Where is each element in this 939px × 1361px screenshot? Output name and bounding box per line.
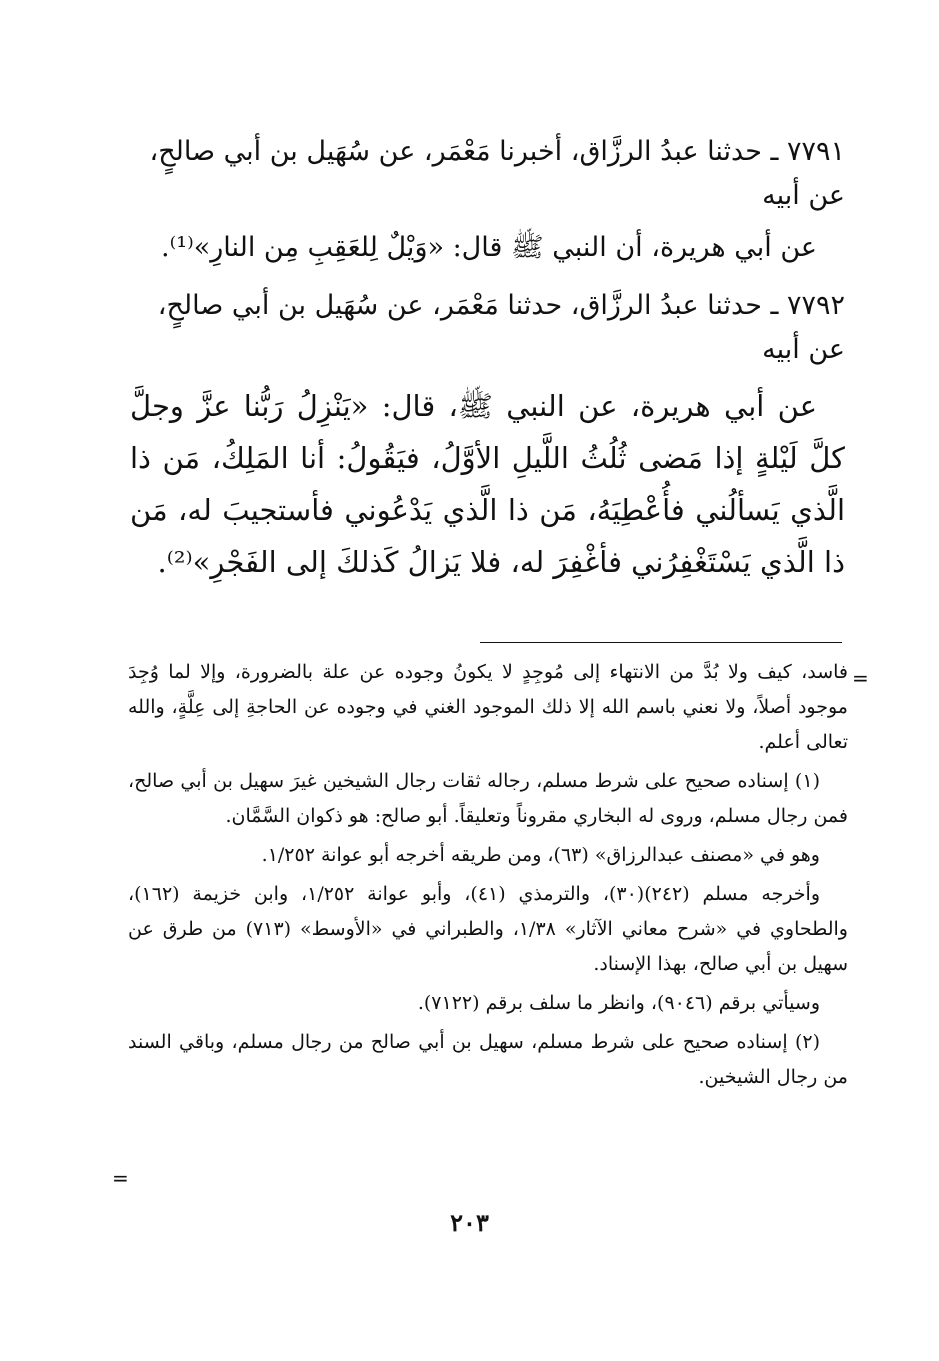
hadith-matn: عن أبي هريرة، أن النبي ﷺ قال: «وَيْلٌ لِلعَقِبِ مِن النارِ»⁽¹⁾. <box>161 232 817 263</box>
hadith-7791 <box>130 130 845 270</box>
hadith-7792 <box>130 284 845 588</box>
hadith-chain: ٧٧٩١ ـ حدثنا عبدُ الرزَّاق، أخبرنا مَعْمَر، عن سُهَيل بن أبي صالحٍ، <box>149 136 845 167</box>
footnote-continuation: فاسد، كيف ولا بُدَّ من الانتهاء إلى مُوجِدٍ لا يكونُ وجوده عن علة بالضرورة، وإلا لما وُجِدَ موجود أصلاً، ولا نعني باسم الله إلا ذلك الموجود الغني في وجوده عن الحاجةِ إلى عِلَّةٍ، والله تعالى أعلم. <box>128 661 848 753</box>
footnote-separator <box>480 642 842 643</box>
hadith-chain: ٧٧٩٢ ـ حدثنا عبدُ الرزَّاق، حدثنا مَعْمَر، عن سُهَيل بن أبي صالحٍ، <box>157 290 845 321</box>
footnote-continuation-mark: = <box>852 666 869 690</box>
footnote-end-mark: = <box>112 1166 129 1190</box>
footnote-1-takhrij: وأخرجه مسلم (٢٤٢)(٣٠)، والترمذي (٤١)، وأبو عوانة ١/٢٥٢، وابن خزيمة (١٦٢)، والطحاوي في «شرح معاني الآثار» ١/٣٨، والطبراني في «الأوسط» (٧١٣) من طرق عن سهيل بن أبي صالح، بهذا الإسناد. <box>128 883 848 975</box>
hadith-chain-tail: عن أبيه <box>762 334 845 365</box>
hadith-matn: عن أبي هريرة، عن النبي ﷺ، قال: «يَنْزِلُ رَبُّنا عزَّ وجلَّ كلَّ لَيْلةٍ إذا مَضى ثُلُثُ اللَّيلِ الأوَّلُ، فيَقُولُ: أنا المَلِكُ، مَن ذا الَّذي يَسألُني فأُعْطِيَهُ، مَن ذا الَّذي يَدْعُوني فأستجيبَ له، مَن ذا الَّذي يَسْتَغْفِرُني فأغْفِرَ له، فلا يَزالُ كَذلكَ إلى الفَجْرِ»⁽²⁾. <box>130 389 845 579</box>
footnote-1-source: وهو في «مصنف عبدالرزاق» (٦٣)، ومن طريقه أخرجه أبو عوانة ١/٢٥٢. <box>261 844 820 866</box>
hadith-chain-tail: عن أبيه <box>762 180 845 211</box>
footnote-1: (١) إسناده صحيح على شرط مسلم، رجاله ثقات رجال الشيخين غيرَ سهيل بن أبي صالح، فمن رجال مسلم، وروى له البخاري مقروناً وتعليقاً. أبو صالح: هو ذكوان السَّمَّان. <box>128 770 848 827</box>
footnote-2: (٢) إسناده صحيح على شرط مسلم، سهيل بن أبي صالح من رجال مسلم، وباقي السند من رجال الشيخين. <box>128 1031 848 1088</box>
page-number: ٢٠٣ <box>450 1208 489 1237</box>
main-text <box>130 130 845 602</box>
footnotes <box>128 655 848 1099</box>
footnote-1-crossref: وسيأتي برقم (٩٠٤٦)، وانظر ما سلف برقم (٧١٢٢). <box>417 992 820 1014</box>
